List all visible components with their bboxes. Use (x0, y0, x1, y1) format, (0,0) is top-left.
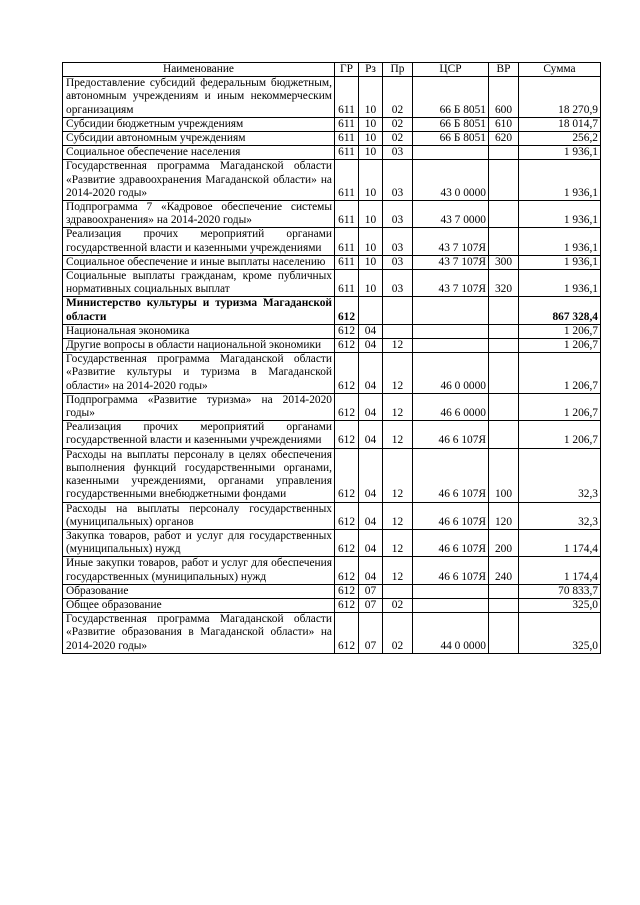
cell-rz: 10 (359, 160, 383, 201)
cell-vr: 320 (489, 270, 519, 297)
cell-pr: 12 (383, 421, 413, 448)
cell-gr: 612 (335, 324, 359, 338)
cell-csr: 43 7 107Я (413, 228, 489, 255)
cell-pr: 03 (383, 255, 413, 269)
cell-rz: 10 (359, 77, 383, 118)
cell-sum: 32,3 (519, 448, 601, 502)
cell-gr: 612 (335, 613, 359, 654)
table-row (63, 584, 601, 598)
cell-pr: 12 (383, 557, 413, 584)
cell-name: Подпрограмма «Развитие туризма» на 2014-2020 годы» (63, 393, 335, 420)
cell-gr: 611 (335, 255, 359, 269)
cell-sum: 1 936,1 (519, 270, 601, 297)
cell-rz: 10 (359, 255, 383, 269)
header-rz: Рз (359, 63, 383, 77)
cell-sum: 1 936,1 (519, 201, 601, 228)
cell-rz: 10 (359, 201, 383, 228)
cell-gr: 612 (335, 584, 359, 598)
cell-sum: 32,3 (519, 502, 601, 529)
cell-name: Социальное обеспечение и иные выплаты населению (63, 255, 335, 269)
cell-pr: 03 (383, 146, 413, 160)
cell-rz: 10 (359, 228, 383, 255)
cell-sum: 256,2 (519, 132, 601, 146)
cell-sum: 1 206,7 (519, 353, 601, 394)
cell-sum: 1 936,1 (519, 228, 601, 255)
cell-gr: 611 (335, 201, 359, 228)
header-csr: ЦСР (413, 63, 489, 77)
cell-pr: 12 (383, 502, 413, 529)
cell-name: Расходы на выплаты персоналу государственных (муниципальных) органов (63, 502, 335, 529)
cell-pr (383, 297, 413, 324)
cell-sum: 1 206,7 (519, 393, 601, 420)
table-row (63, 353, 601, 394)
cell-gr: 612 (335, 448, 359, 502)
cell-gr: 612 (335, 421, 359, 448)
cell-pr: 02 (383, 77, 413, 118)
table-row (63, 339, 601, 353)
table-row (63, 270, 601, 297)
cell-vr (489, 324, 519, 338)
cell-gr: 612 (335, 598, 359, 612)
cell-sum: 325,0 (519, 598, 601, 612)
table-row (63, 228, 601, 255)
cell-gr: 612 (335, 502, 359, 529)
cell-vr: 240 (489, 557, 519, 584)
cell-csr: 44 0 0000 (413, 613, 489, 654)
cell-sum: 1 936,1 (519, 160, 601, 201)
cell-csr: 66 Б 8051 (413, 117, 489, 131)
table-row (63, 557, 601, 584)
table-header-row (63, 63, 601, 77)
cell-sum: 70 833,7 (519, 584, 601, 598)
cell-csr (413, 584, 489, 598)
cell-rz: 04 (359, 339, 383, 353)
cell-gr: 611 (335, 132, 359, 146)
cell-sum: 1 206,7 (519, 339, 601, 353)
cell-rz (359, 297, 383, 324)
table-row (63, 529, 601, 556)
cell-gr: 612 (335, 393, 359, 420)
cell-name: Реализация прочих мероприятий органами государственной власти и казенными учреждениями (63, 228, 335, 255)
cell-pr: 02 (383, 613, 413, 654)
cell-csr (413, 146, 489, 160)
cell-vr (489, 353, 519, 394)
cell-gr: 611 (335, 77, 359, 118)
cell-name: Социальные выплаты гражданам, кроме публичных нормативных социальных выплат (63, 270, 335, 297)
table-row (63, 255, 601, 269)
cell-sum: 18 014,7 (519, 117, 601, 131)
cell-name: Образование (63, 584, 335, 598)
cell-pr: 03 (383, 160, 413, 201)
cell-pr: 03 (383, 201, 413, 228)
cell-csr: 46 6 107Я (413, 502, 489, 529)
cell-vr (489, 598, 519, 612)
table-row (63, 324, 601, 338)
cell-csr (413, 598, 489, 612)
table-row (63, 160, 601, 201)
table-row (63, 77, 601, 118)
cell-gr: 611 (335, 228, 359, 255)
cell-pr: 12 (383, 393, 413, 420)
cell-sum: 1 936,1 (519, 255, 601, 269)
cell-vr (489, 228, 519, 255)
cell-rz: 04 (359, 448, 383, 502)
cell-sum: 325,0 (519, 613, 601, 654)
cell-rz: 04 (359, 529, 383, 556)
cell-csr: 66 Б 8051 (413, 132, 489, 146)
table-row (63, 393, 601, 420)
cell-pr: 02 (383, 132, 413, 146)
cell-csr (413, 324, 489, 338)
cell-name: Социальное обеспечение населения (63, 146, 335, 160)
cell-vr: 200 (489, 529, 519, 556)
header-name: Наименование (63, 63, 335, 77)
table-row (63, 613, 601, 654)
table-row (63, 132, 601, 146)
cell-vr: 300 (489, 255, 519, 269)
table-row (63, 502, 601, 529)
cell-gr: 611 (335, 117, 359, 131)
cell-gr: 612 (335, 353, 359, 394)
cell-vr: 100 (489, 448, 519, 502)
cell-gr: 611 (335, 160, 359, 201)
cell-pr: 02 (383, 117, 413, 131)
cell-csr (413, 297, 489, 324)
cell-rz: 04 (359, 353, 383, 394)
cell-sum: 1 936,1 (519, 146, 601, 160)
cell-sum: 18 270,9 (519, 77, 601, 118)
table-row (63, 201, 601, 228)
cell-sum: 1 206,7 (519, 421, 601, 448)
document-page (62, 62, 600, 654)
cell-vr: 120 (489, 502, 519, 529)
cell-rz: 04 (359, 502, 383, 529)
cell-sum: 1 206,7 (519, 324, 601, 338)
cell-name: Другие вопросы в области национальной экономики (63, 339, 335, 353)
cell-rz: 04 (359, 324, 383, 338)
cell-name: Иные закупки товаров, работ и услуг для обеспечения государственных (муниципальных) нужд (63, 557, 335, 584)
cell-vr (489, 393, 519, 420)
cell-rz: 10 (359, 132, 383, 146)
cell-vr: 600 (489, 77, 519, 118)
cell-pr (383, 324, 413, 338)
table-row (63, 448, 601, 502)
cell-rz: 04 (359, 557, 383, 584)
cell-csr: 46 6 107Я (413, 557, 489, 584)
cell-csr: 66 Б 8051 (413, 77, 489, 118)
cell-pr: 12 (383, 353, 413, 394)
cell-name: Министерство культуры и туризма Магаданской области (63, 297, 335, 324)
cell-name: Государственная программа Магаданской области «Развитие здравоохранения Магаданской области» на 2014-2020 годы» (63, 160, 335, 201)
cell-rz: 04 (359, 393, 383, 420)
cell-rz: 07 (359, 584, 383, 598)
cell-name: Предоставление субсидий федеральным бюджетным, автономным учреждениям и иным некоммерческим организациям (63, 77, 335, 118)
cell-csr: 46 6 107Я (413, 529, 489, 556)
cell-csr (413, 339, 489, 353)
cell-name: Государственная программа Магаданской области «Развитие культуры и туризма в Магаданской области» на 2014-2020 годы» (63, 353, 335, 394)
cell-vr (489, 584, 519, 598)
cell-vr (489, 297, 519, 324)
cell-name: Подпрограмма 7 «Кадровое обеспечение системы здравоохранения» на 2014-2020 годы» (63, 201, 335, 228)
cell-vr (489, 160, 519, 201)
cell-csr: 46 0 0000 (413, 353, 489, 394)
cell-pr: 03 (383, 228, 413, 255)
header-vr: ВР (489, 63, 519, 77)
cell-name: Расходы на выплаты персоналу в целях обеспечения выполнения функций государственными органами, казенными учреждениями, органами управления государственными внебюджетными фондами (63, 448, 335, 502)
cell-name: Реализация прочих мероприятий органами государственной власти и казенными учреждениями (63, 421, 335, 448)
cell-vr: 610 (489, 117, 519, 131)
budget-table (62, 62, 601, 654)
cell-sum: 867 328,4 (519, 297, 601, 324)
cell-csr: 43 0 0000 (413, 160, 489, 201)
table-row (63, 297, 601, 324)
table-body (63, 77, 601, 654)
cell-name: Закупка товаров, работ и услуг для государственных (муниципальных) нужд (63, 529, 335, 556)
cell-vr (489, 613, 519, 654)
cell-pr: 12 (383, 339, 413, 353)
cell-rz: 10 (359, 270, 383, 297)
cell-name: Субсидии автономным учреждениям (63, 132, 335, 146)
cell-pr: 03 (383, 270, 413, 297)
cell-vr (489, 421, 519, 448)
header-pr: Пр (383, 63, 413, 77)
header-sum: Сумма (519, 63, 601, 77)
cell-rz: 07 (359, 613, 383, 654)
cell-sum: 1 174,4 (519, 529, 601, 556)
cell-csr: 43 7 107Я (413, 255, 489, 269)
cell-gr: 612 (335, 557, 359, 584)
table-row (63, 421, 601, 448)
table-row (63, 117, 601, 131)
cell-name: Государственная программа Магаданской области «Развитие образования в Магаданской области» на 2014-2020 годы» (63, 613, 335, 654)
cell-rz: 04 (359, 421, 383, 448)
cell-csr: 46 6 107Я (413, 448, 489, 502)
table-row (63, 146, 601, 160)
cell-gr: 612 (335, 529, 359, 556)
cell-vr (489, 339, 519, 353)
header-gr: ГР (335, 63, 359, 77)
cell-pr: 02 (383, 598, 413, 612)
table-row (63, 598, 601, 612)
cell-pr: 12 (383, 448, 413, 502)
cell-csr: 46 6 107Я (413, 421, 489, 448)
cell-name: Национальная экономика (63, 324, 335, 338)
cell-rz: 07 (359, 598, 383, 612)
cell-vr (489, 146, 519, 160)
cell-vr: 620 (489, 132, 519, 146)
cell-gr: 612 (335, 297, 359, 324)
cell-csr: 43 7 0000 (413, 201, 489, 228)
cell-gr: 611 (335, 146, 359, 160)
cell-rz: 10 (359, 146, 383, 160)
cell-gr: 611 (335, 270, 359, 297)
cell-csr: 46 6 0000 (413, 393, 489, 420)
cell-csr: 43 7 107Я (413, 270, 489, 297)
cell-pr (383, 584, 413, 598)
cell-vr (489, 201, 519, 228)
cell-gr: 612 (335, 339, 359, 353)
cell-name: Субсидии бюджетным учреждениям (63, 117, 335, 131)
cell-sum: 1 174,4 (519, 557, 601, 584)
cell-name: Общее образование (63, 598, 335, 612)
cell-rz: 10 (359, 117, 383, 131)
cell-pr: 12 (383, 529, 413, 556)
